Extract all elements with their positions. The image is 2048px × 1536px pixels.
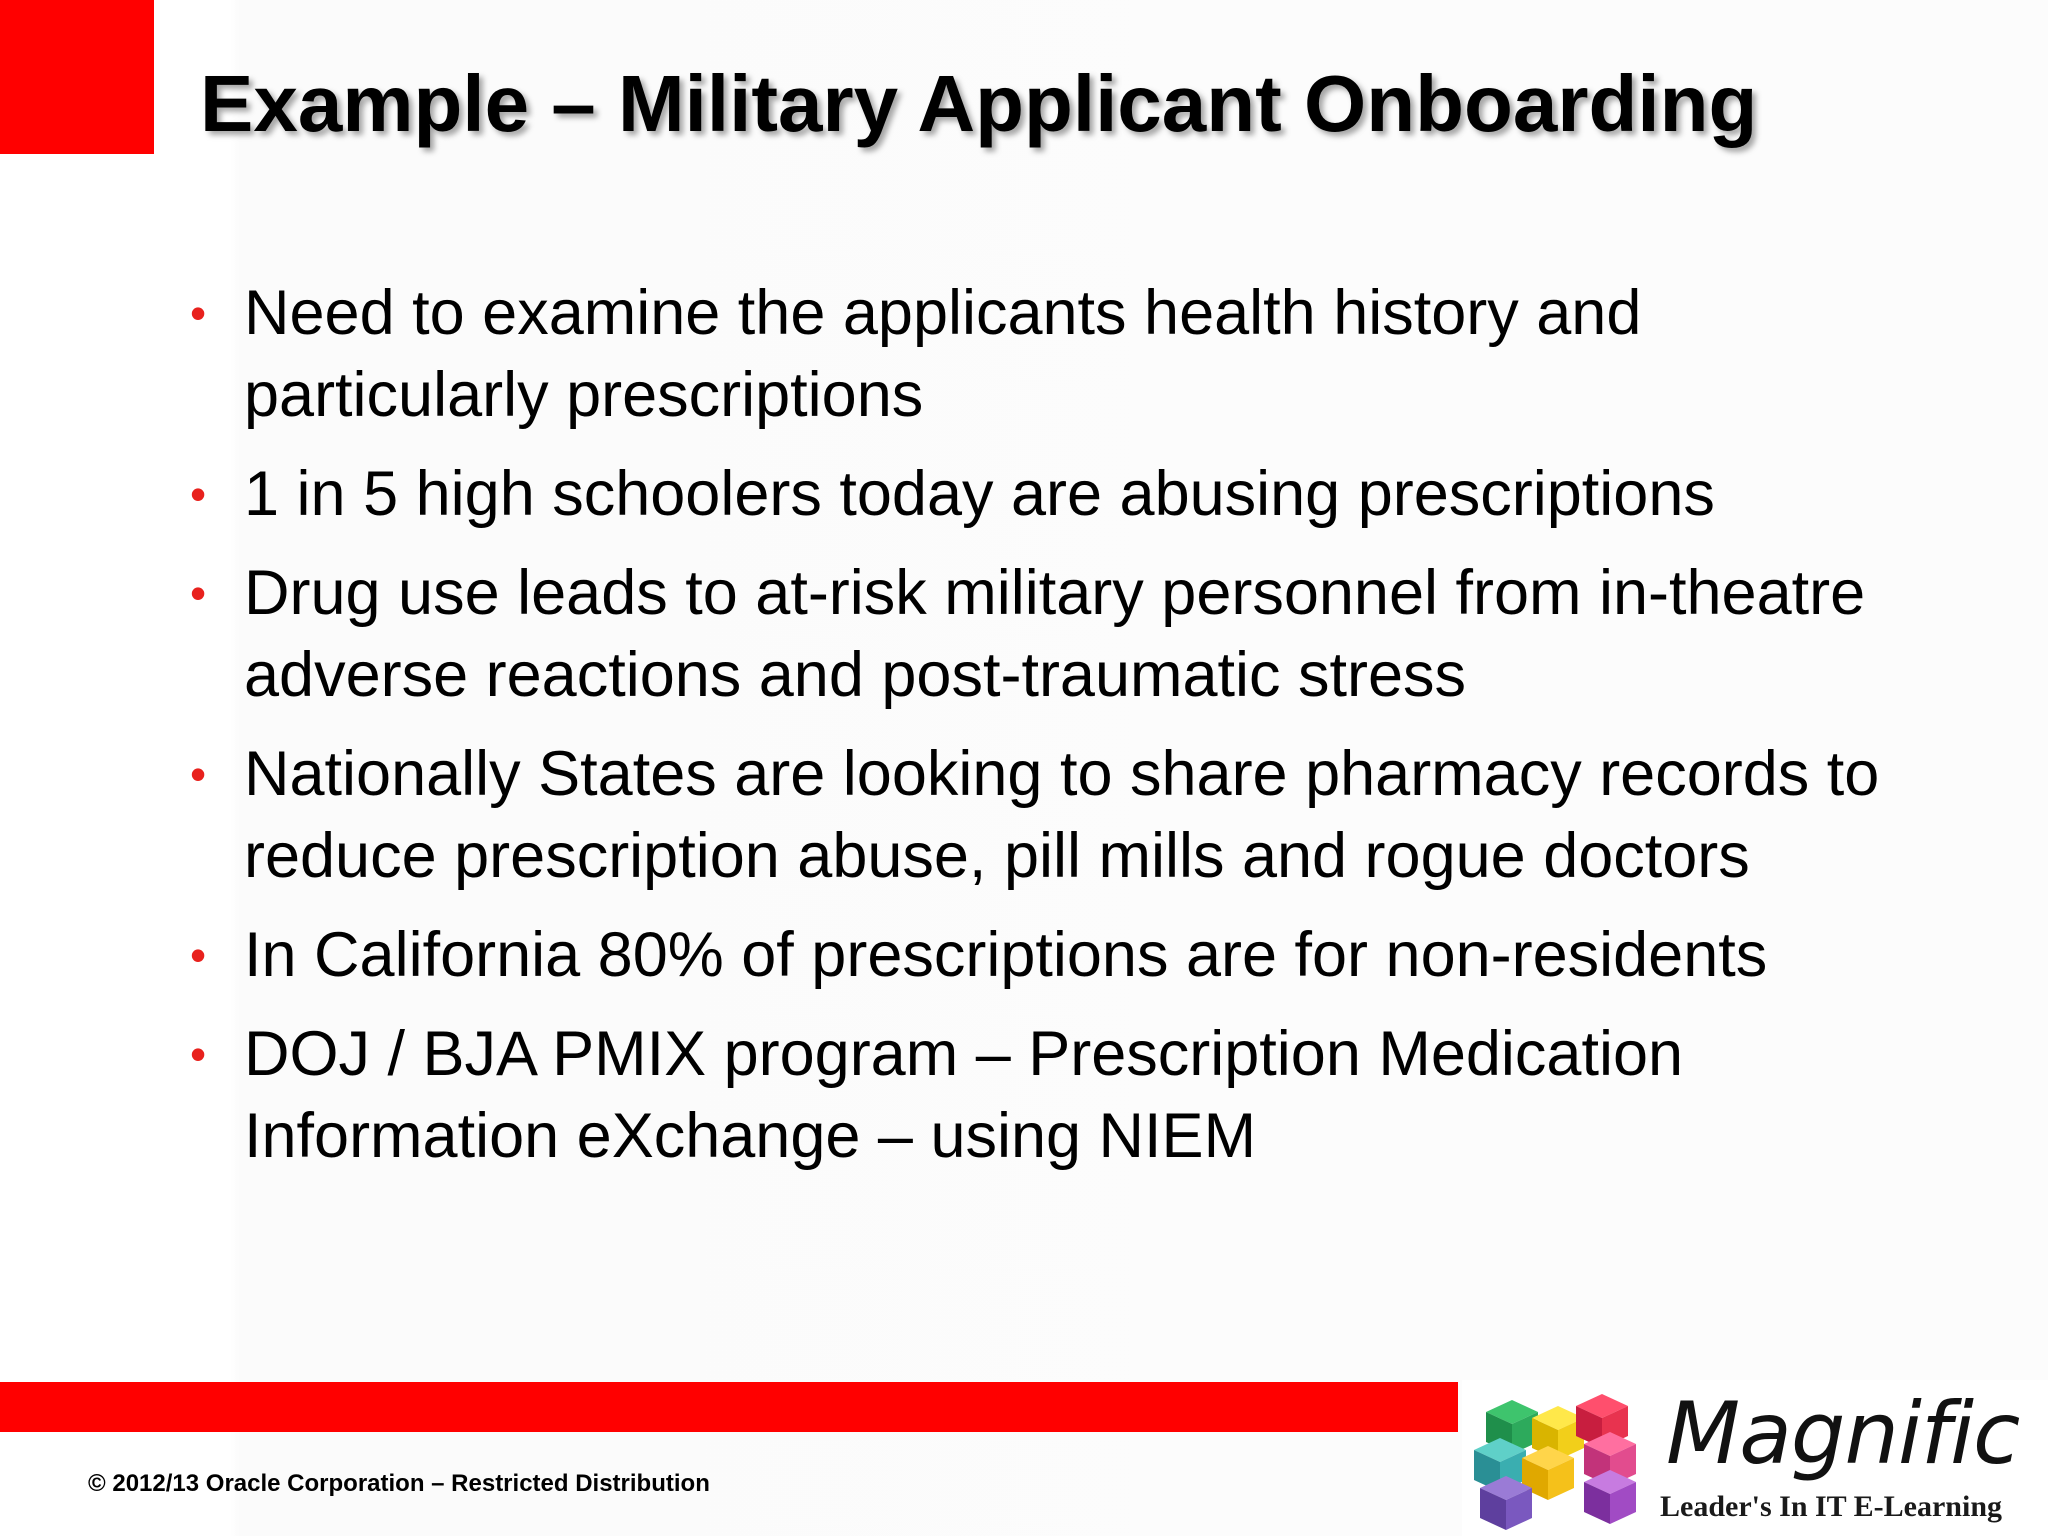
bullet-item	[190, 552, 1950, 716]
slide-title: Example – Military Applicant Onboarding	[200, 59, 1758, 148]
bullet-item	[190, 733, 1950, 897]
bullet-text: Need to examine the applicants health history and particularly prescriptions	[244, 278, 1642, 430]
bullet-dot-icon: •	[190, 748, 207, 800]
logo-name: Magnific	[1666, 1384, 2020, 1484]
bullet-dot-icon: •	[190, 567, 207, 619]
footer-accent-bar	[0, 1382, 1458, 1432]
bullet-dot-icon: •	[190, 468, 207, 520]
bullet-text: Nationally States are looking to share pharmacy records to reduce prescription abuse, pill mills and rogue doctors	[244, 739, 1880, 891]
bullet-text: In California 80% of prescriptions are for non-residents	[244, 920, 1768, 990]
bullet-list	[190, 272, 1950, 1194]
corner-accent-block	[0, 0, 154, 154]
bullet-dot-icon: •	[190, 1028, 207, 1080]
bullet-item	[190, 1013, 1950, 1177]
bullet-text: 1 in 5 high schoolers today are abusing prescriptions	[244, 459, 1715, 529]
bullet-item	[190, 453, 1950, 535]
bullet-text: DOJ / BJA PMIX program – Prescription Medication Information eXchange – using NIEM	[244, 1019, 1684, 1171]
magnific-logo	[1462, 1380, 2048, 1536]
bullet-item	[190, 914, 1950, 996]
bullet-dot-icon: •	[190, 929, 207, 981]
cube-logo-icon	[1466, 1388, 1646, 1536]
bullet-text: Drug use leads to at-risk military personnel from in-theatre adverse reactions and post-traumatic stress	[244, 558, 1866, 710]
logo-tagline: Leader's In IT E-Learning	[1660, 1490, 2002, 1523]
bullet-dot-icon: •	[190, 287, 207, 339]
footer-copyright: © 2012/13 Oracle Corporation – Restricted Distribution	[88, 1470, 710, 1497]
bullet-item	[190, 272, 1950, 436]
